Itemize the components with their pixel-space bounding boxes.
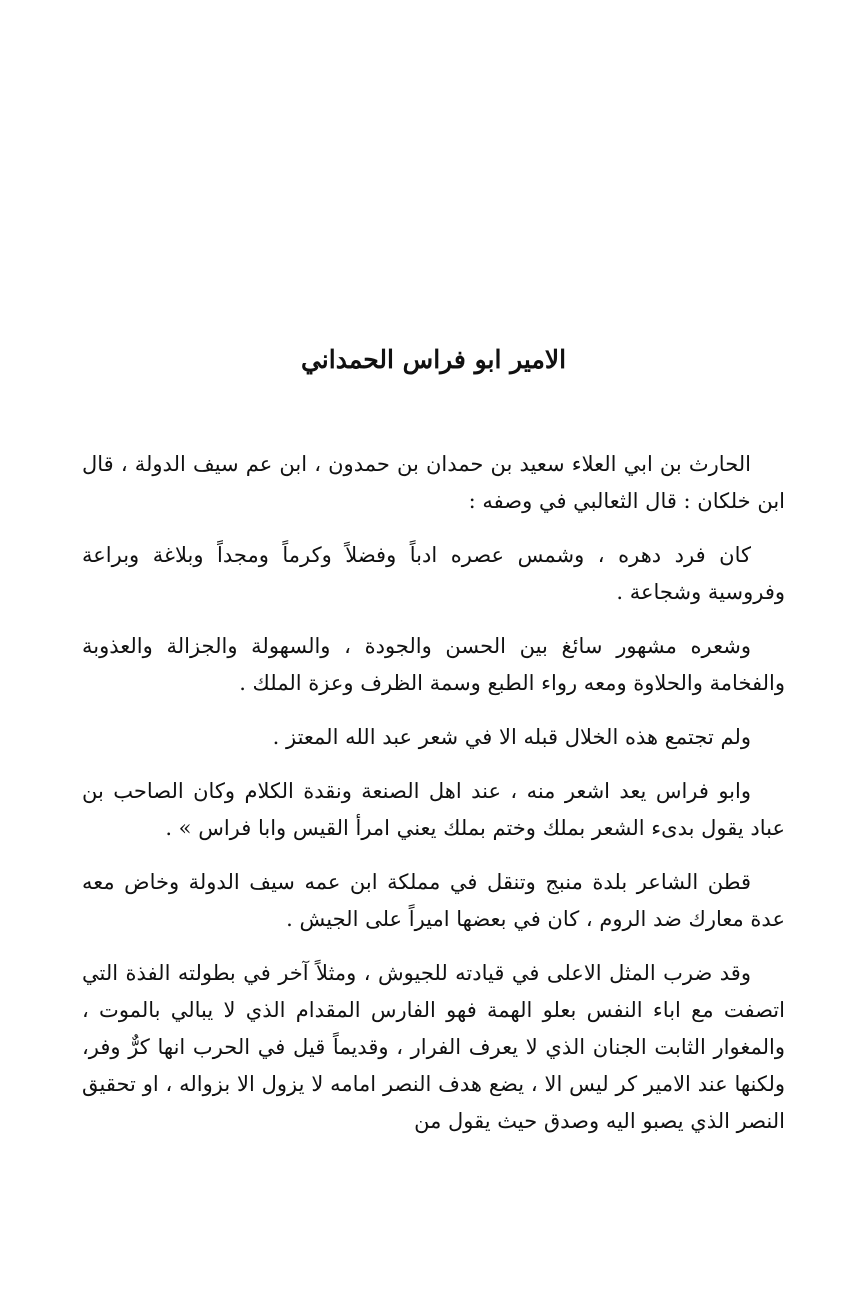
paragraph-2: كان فرد دهره ، وشمس عصره ادباً وفضلاً وكرماً ومجداً وبلاغة وبراعة وفروسية وشجاعة . bbox=[82, 543, 785, 604]
chapter-title: الامير ابو فراس الحمداني bbox=[300, 345, 567, 374]
body-text bbox=[82, 446, 785, 1140]
paragraph-3: وشعره مشهور سائغ بين الحسن والجودة ، والسهولة والجزالة والعذوبة والفخامة والحلاوة ومعه رواء الطبع وسمة الظرف وعزة الملك . bbox=[82, 634, 785, 695]
paragraph-4: ولم تجتمع هذه الخلال قبله الا في شعر عبد الله المعتز . bbox=[272, 725, 751, 749]
paragraph-1: الحارث بن ابي العلاء سعيد بن حمدان بن حمدون ، ابن عم سيف الدولة ، قال ابن خلكان : قال الثعالبي في وصفه : bbox=[82, 452, 785, 513]
paragraph-5: وابو فراس يعد اشعر منه ، عند اهل الصنعة ونقدة الكلام وكان الصاحب بن عباد يقول بدىء الشعر بملك وختم بملك يعني امرأ القيس وابا فراس » . bbox=[82, 779, 785, 840]
paragraph-6: قطن الشاعر بلدة منبج وتنقل في مملكة ابن عمه سيف الدولة وخاض معه عدة معارك ضد الروم ، كان في بعضها اميراً على الجيش . bbox=[82, 870, 785, 931]
paragraph-7: وقد ضرب المثل الاعلى في قيادته للجيوش ، ومثلاً آخر في بطولته الفذة التي اتصفت مع اباء النفس بعلو الهمة فهو الفارس المقدام الذي لا يبالي بالموت ، والمغوار الثابت الجنان الذي لا يعرف الفرار ، وقديماً قيل في الحرب انها كرٌّ وفر، ولكنها عند الامير كر ليس الا ، يضع هدف النصر امامه لا يزول الا بزواله ، او تحقيق النصر الذي يصبو اليه وصدق حيث يقول من bbox=[82, 961, 785, 1133]
